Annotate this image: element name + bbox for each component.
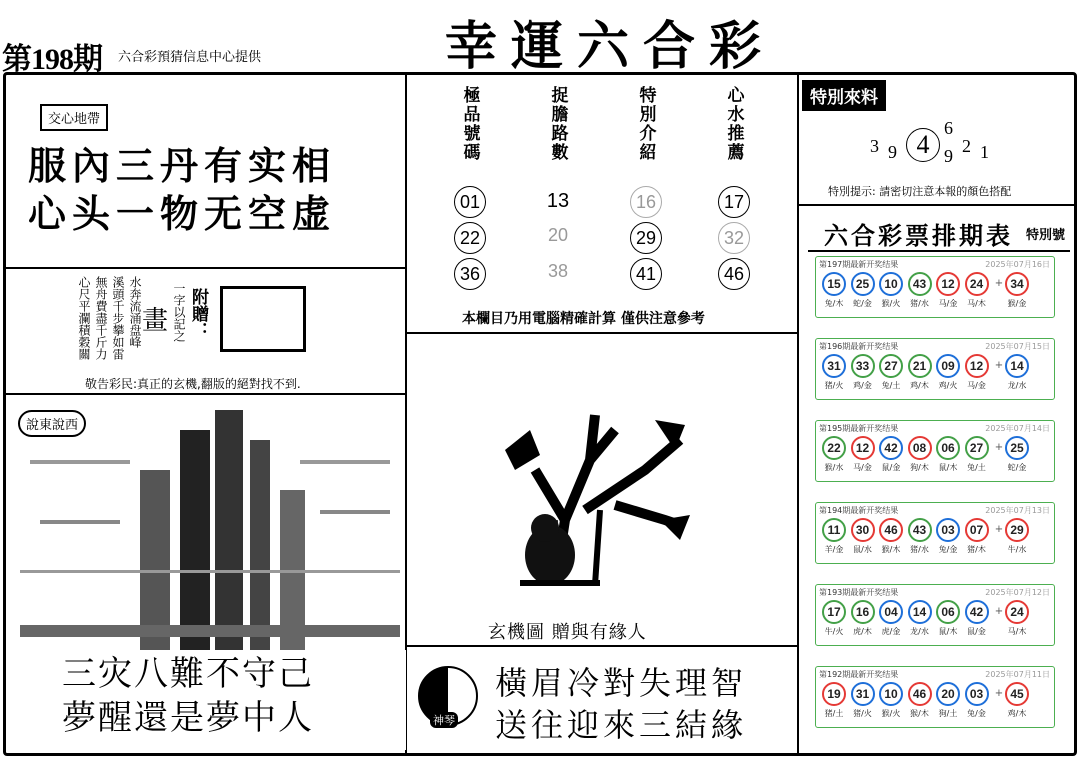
taiji-label: 神琴 bbox=[430, 712, 458, 728]
ball-zodiac: 猪/土 bbox=[824, 709, 844, 718]
draw-period: 第193期最新开奖结果 bbox=[819, 588, 899, 597]
ball-zodiac: 马/金 bbox=[967, 381, 986, 390]
ball-number: 43 bbox=[908, 518, 932, 542]
draw-ball bbox=[936, 682, 960, 719]
column-head: 心水推薦 bbox=[723, 86, 744, 162]
ball-number: 11 bbox=[822, 518, 846, 542]
say-poem-line: 夢醒還是夢中人 bbox=[62, 698, 314, 738]
special-digit: 3 bbox=[870, 136, 879, 156]
ball-zodiac: 马/金 bbox=[853, 463, 872, 472]
heart-section-label: 交心地帶 bbox=[40, 104, 108, 131]
plus-sign: + bbox=[994, 524, 1004, 535]
ball-zodiac: 龙/水 bbox=[1007, 381, 1027, 390]
ball-zodiac: 龙/水 bbox=[910, 627, 929, 636]
heart-poem-line: 服內三丹有实相 bbox=[28, 143, 337, 188]
draw-period: 第197期最新开奖结果 bbox=[819, 260, 899, 269]
ball-zodiac: 猴/金 bbox=[1007, 299, 1027, 308]
draw-card bbox=[815, 256, 1055, 318]
ball-number: 42 bbox=[879, 436, 903, 460]
ball-number: 42 bbox=[965, 600, 989, 624]
ball-number: 12 bbox=[851, 436, 875, 460]
heart-side-texts bbox=[52, 276, 142, 366]
side-text: 心尺平瀾積穀關 bbox=[77, 276, 91, 360]
warning-text: 敬告彩民:真正的玄機,翻版的絕對找不到. bbox=[85, 377, 301, 391]
plus-sign: + bbox=[994, 442, 1004, 453]
draw-card bbox=[815, 666, 1055, 728]
draw-ball bbox=[965, 600, 989, 637]
ball-zodiac: 牛/水 bbox=[1007, 545, 1027, 554]
draw-ball bbox=[822, 272, 846, 309]
ball-zodiac: 牛/火 bbox=[824, 627, 844, 636]
draw-ball bbox=[965, 436, 989, 473]
plus-sign: + bbox=[994, 278, 1004, 289]
number-column bbox=[452, 86, 488, 296]
ball-number: 46 bbox=[879, 518, 903, 542]
number-column bbox=[540, 86, 576, 296]
draw-period: 第196期最新开奖结果 bbox=[819, 342, 899, 351]
provider-text: 六合彩預猜信息中心提供 bbox=[118, 50, 262, 65]
special-ball bbox=[1005, 682, 1029, 719]
special-ball bbox=[1005, 436, 1029, 473]
draw-ball bbox=[965, 272, 989, 309]
special-digit: 9 bbox=[944, 146, 953, 166]
draw-ball bbox=[822, 354, 846, 391]
side-text: 水奔流涌盘峰 bbox=[128, 276, 142, 348]
special-digits bbox=[862, 118, 1022, 168]
ball-number: 27 bbox=[965, 436, 989, 460]
special-ball bbox=[1005, 354, 1029, 391]
ball-zodiac: 兔/土 bbox=[967, 463, 986, 472]
draw-ball bbox=[822, 518, 846, 555]
number-circle: 29 bbox=[630, 222, 662, 254]
ball-number: 08 bbox=[908, 436, 932, 460]
special-digit: 1 bbox=[980, 142, 989, 162]
draw-ball bbox=[936, 600, 960, 637]
ball-number: 21 bbox=[908, 354, 932, 378]
ball-number: 30 bbox=[851, 518, 875, 542]
side-text: 無舟費盡千斤力 bbox=[94, 276, 108, 360]
draw-date: 2025年07月15日 bbox=[985, 342, 1050, 351]
number-plain: 13 bbox=[546, 190, 570, 212]
draw-period: 第195期最新开奖结果 bbox=[819, 424, 899, 433]
draw-ball bbox=[822, 682, 846, 719]
ball-number: 06 bbox=[936, 436, 960, 460]
draw-ball bbox=[965, 518, 989, 555]
ball-zodiac: 蛇/金 bbox=[853, 299, 872, 308]
draw-ball bbox=[908, 518, 932, 555]
divider-h2 bbox=[5, 393, 405, 395]
draw-date: 2025年07月11日 bbox=[985, 670, 1050, 679]
ball-number: 24 bbox=[965, 272, 989, 296]
ball-zodiac: 鼠/木 bbox=[938, 463, 958, 472]
column-head: 特別介紹 bbox=[635, 86, 656, 162]
ball-number: 06 bbox=[936, 600, 960, 624]
ball-zodiac: 猪/火 bbox=[824, 381, 844, 390]
attach-label: 附贈： bbox=[188, 288, 208, 339]
draw-ball bbox=[908, 682, 932, 719]
clue-char: 畫 bbox=[142, 306, 169, 336]
number-column bbox=[716, 86, 752, 296]
number-circle: 41 bbox=[630, 258, 662, 290]
divider-h4 bbox=[405, 645, 797, 647]
draw-ball bbox=[908, 354, 932, 391]
heart-poem bbox=[28, 142, 336, 238]
ball-number: 27 bbox=[879, 354, 903, 378]
number-circle-faint: 20 bbox=[547, 224, 569, 245]
draw-ball bbox=[851, 600, 875, 637]
draw-ball bbox=[851, 518, 875, 555]
number-circle: 01 bbox=[454, 186, 486, 218]
ball-number: 03 bbox=[965, 682, 989, 706]
ball-zodiac: 猪/水 bbox=[910, 299, 929, 308]
ball-zodiac: 兔/土 bbox=[881, 381, 901, 390]
ball-zodiac: 虎/木 bbox=[853, 627, 872, 636]
plus-sign: + bbox=[994, 360, 1004, 371]
heart-poem-line: 心头一物无空虚 bbox=[28, 191, 337, 236]
ball-zodiac: 兔/金 bbox=[938, 545, 958, 554]
ball-zodiac: 马/木 bbox=[967, 299, 986, 308]
draw-period: 第192期最新开奖结果 bbox=[819, 670, 899, 679]
ball-number: 24 bbox=[1005, 600, 1029, 624]
draw-ball bbox=[879, 354, 903, 391]
ball-number: 46 bbox=[908, 682, 932, 706]
ball-zodiac: 鸡/木 bbox=[910, 381, 929, 390]
draw-date: 2025年07月13日 bbox=[985, 506, 1050, 515]
number-circle-faint: 32 bbox=[718, 222, 750, 254]
attach-box bbox=[220, 286, 306, 352]
ball-zodiac: 鼠/木 bbox=[938, 627, 958, 636]
ball-number: 45 bbox=[1005, 682, 1029, 706]
special-digit: 6 bbox=[944, 118, 953, 138]
ball-number: 09 bbox=[936, 354, 960, 378]
draw-ball bbox=[851, 682, 875, 719]
draw-ball bbox=[851, 272, 875, 309]
ball-number: 10 bbox=[879, 682, 903, 706]
ball-number: 31 bbox=[822, 354, 846, 378]
draw-ball bbox=[936, 436, 960, 473]
ball-number: 20 bbox=[936, 682, 960, 706]
divider-h5 bbox=[797, 204, 1075, 206]
draw-ball bbox=[965, 682, 989, 719]
draw-card bbox=[815, 502, 1055, 564]
ball-number: 03 bbox=[936, 518, 960, 542]
draw-date: 2025年07月16日 bbox=[985, 260, 1050, 269]
ball-number: 29 bbox=[1005, 518, 1029, 542]
ball-zodiac: 鼠/金 bbox=[881, 463, 901, 472]
ball-number: 07 bbox=[965, 518, 989, 542]
ball-zodiac: 猪/木 bbox=[967, 545, 986, 554]
tree-drawing bbox=[495, 410, 705, 590]
clue-label: 一字以記之 bbox=[172, 282, 186, 342]
ball-zodiac: 猴/火 bbox=[881, 299, 901, 308]
draw-ball bbox=[879, 272, 903, 309]
ball-zodiac: 虎/金 bbox=[881, 627, 901, 636]
special-ball bbox=[1005, 518, 1029, 555]
ball-zodiac: 猪/水 bbox=[910, 545, 929, 554]
ball-zodiac: 兔/金 bbox=[967, 709, 986, 718]
number-circle-faint: 38 bbox=[547, 260, 569, 281]
ball-zodiac: 羊/金 bbox=[824, 545, 844, 554]
column-head: 極品號碼 bbox=[459, 86, 480, 162]
ball-number: 25 bbox=[851, 272, 875, 296]
draw-ball bbox=[936, 272, 960, 309]
special-digit-circled: 4 bbox=[906, 128, 940, 162]
draw-ball bbox=[879, 436, 903, 473]
draw-card bbox=[815, 584, 1055, 646]
ball-zodiac: 猴/火 bbox=[881, 709, 901, 718]
ball-number: 17 bbox=[822, 600, 846, 624]
divider-h1 bbox=[5, 267, 405, 269]
ball-number: 33 bbox=[851, 354, 875, 378]
plus-sign: + bbox=[994, 688, 1004, 699]
number-columns bbox=[452, 86, 752, 296]
number-circle-faint: 16 bbox=[630, 186, 662, 218]
ball-zodiac: 狗/土 bbox=[938, 709, 958, 718]
ball-number: 14 bbox=[1005, 354, 1029, 378]
ball-zodiac: 鸡/火 bbox=[938, 381, 958, 390]
ball-zodiac: 兔/木 bbox=[824, 299, 844, 308]
say-poem-line: 三灾八難不守己 bbox=[62, 654, 314, 694]
ball-zodiac: 鸡/金 bbox=[853, 381, 872, 390]
special-digit: 9 bbox=[888, 142, 897, 162]
number-circle: 36 bbox=[454, 258, 486, 290]
number-column bbox=[628, 86, 664, 296]
draw-ball bbox=[851, 436, 875, 473]
tree-image bbox=[495, 410, 705, 590]
schedule-tag: 特別號 bbox=[1026, 228, 1066, 243]
ball-zodiac: 马/金 bbox=[938, 299, 958, 308]
special-ball bbox=[1005, 272, 1029, 309]
schedule-header bbox=[808, 210, 1070, 252]
special-hint: 特別提示: 請密切注意本報的顏色搭配 bbox=[828, 185, 1012, 198]
ball-zodiac: 鼠/水 bbox=[853, 545, 872, 554]
ball-number: 12 bbox=[936, 272, 960, 296]
special-digit: 2 bbox=[962, 136, 971, 156]
ball-zodiac: 鸡/木 bbox=[1007, 709, 1027, 718]
number-circle: 22 bbox=[454, 222, 486, 254]
draw-ball bbox=[908, 272, 932, 309]
ball-zodiac: 猪/火 bbox=[853, 709, 872, 718]
ball-number: 04 bbox=[879, 600, 903, 624]
ball-number: 16 bbox=[851, 600, 875, 624]
bottom-poem bbox=[495, 662, 747, 746]
ball-number: 25 bbox=[1005, 436, 1029, 460]
special-ball bbox=[1005, 600, 1029, 637]
ball-number: 43 bbox=[908, 272, 932, 296]
page-title: 幸運六合彩 bbox=[445, 16, 776, 77]
draw-ball bbox=[965, 354, 989, 391]
ball-number: 19 bbox=[822, 682, 846, 706]
draw-card bbox=[815, 420, 1055, 482]
divider-h3 bbox=[405, 332, 797, 334]
issue-number: 第198期 bbox=[2, 43, 102, 76]
number-circle: 46 bbox=[718, 258, 750, 290]
ball-number: 34 bbox=[1005, 272, 1029, 296]
column-head: 捉膽路數 bbox=[547, 86, 568, 162]
draw-ball bbox=[879, 600, 903, 637]
draw-date: 2025年07月14日 bbox=[985, 424, 1050, 433]
bottom-poem-line: 橫眉冷對失理智 bbox=[495, 664, 748, 702]
draw-ball bbox=[908, 436, 932, 473]
draw-period: 第194期最新开奖结果 bbox=[819, 506, 899, 515]
draw-ball bbox=[936, 354, 960, 391]
draw-ball bbox=[879, 682, 903, 719]
ball-number: 10 bbox=[879, 272, 903, 296]
ball-number: 31 bbox=[851, 682, 875, 706]
ball-zodiac: 马/木 bbox=[1007, 627, 1027, 636]
number-circle: 17 bbox=[718, 186, 750, 218]
plus-sign: + bbox=[994, 606, 1004, 617]
say-section-label: 說東說西 bbox=[18, 410, 86, 437]
divider-right bbox=[797, 74, 799, 754]
draw-ball bbox=[851, 354, 875, 391]
ball-number: 15 bbox=[822, 272, 846, 296]
draw-ball bbox=[822, 600, 846, 637]
side-text: 溪頭千步攀如雷 bbox=[111, 276, 125, 360]
ball-zodiac: 猴/木 bbox=[910, 709, 929, 718]
draw-ball bbox=[908, 600, 932, 637]
draw-ball bbox=[822, 436, 846, 473]
tree-caption: 玄機圖 贈與有緣人 bbox=[488, 622, 647, 643]
ball-zodiac: 狗/木 bbox=[910, 463, 929, 472]
ball-number: 14 bbox=[908, 600, 932, 624]
draw-ball bbox=[879, 518, 903, 555]
special-label: 特別來料 bbox=[802, 80, 886, 111]
ball-number: 12 bbox=[965, 354, 989, 378]
draw-card bbox=[815, 338, 1055, 400]
ball-zodiac: 猴/水 bbox=[824, 463, 844, 472]
bottom-poem-line: 送往迎來三結緣 bbox=[495, 706, 748, 744]
ball-number: 22 bbox=[822, 436, 846, 460]
say-poem bbox=[62, 652, 314, 740]
ball-zodiac: 鼠/金 bbox=[967, 627, 986, 636]
calc-note: 本欄目乃用電腦精確計算 僅供注意參考 bbox=[462, 311, 705, 327]
ball-zodiac: 蛇/金 bbox=[1007, 463, 1027, 472]
draw-ball bbox=[936, 518, 960, 555]
schedule-title: 六合彩票排期表 bbox=[824, 222, 1013, 250]
draw-date: 2025年07月12日 bbox=[985, 588, 1050, 597]
ball-zodiac: 猴/木 bbox=[881, 545, 901, 554]
